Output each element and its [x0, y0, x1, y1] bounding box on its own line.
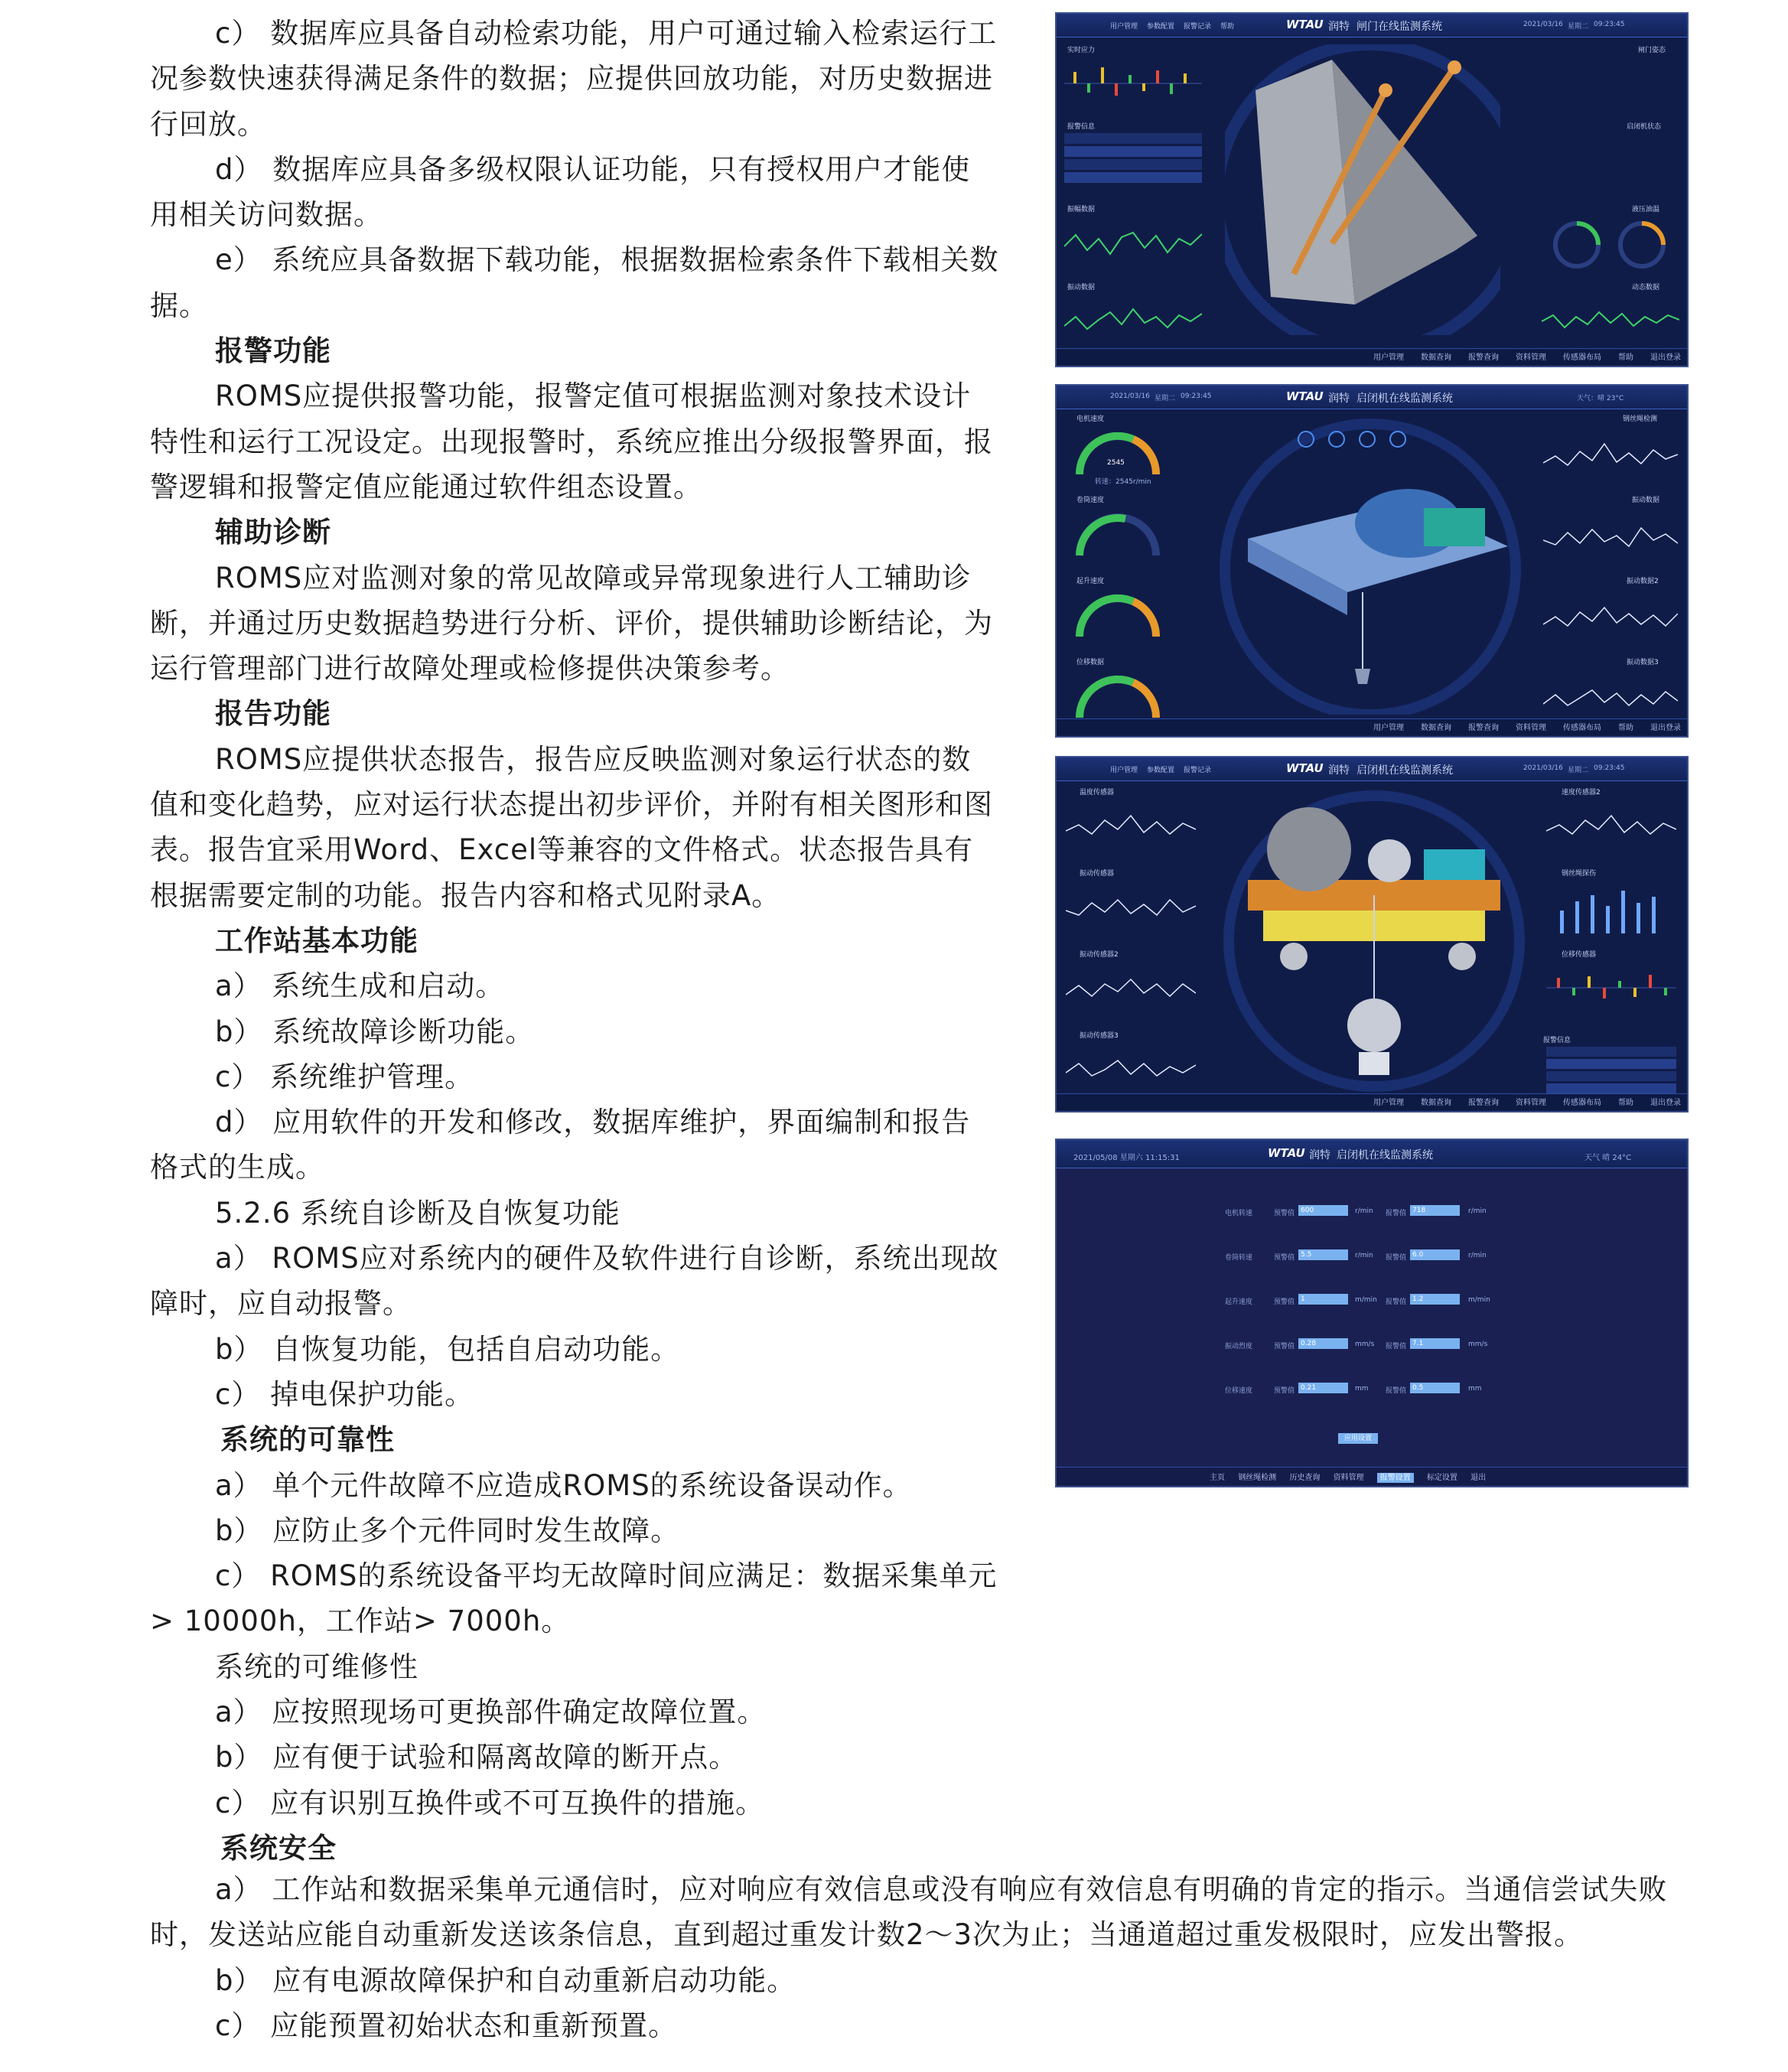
unit-label: mm/s: [1355, 1341, 1375, 1348]
paragraph: ROMS应提供状态报告，报告应反映监测对象运行状态的数值和变化趋势，应对运行状态提出初步评价，并附有相关图形和图表。报告宜采用Word、Excel等兼容的文件格式。状态报告具有根据需要定制的功能。报告内容和格式见附录A。: [150, 742, 993, 912]
speed-gauge: [1072, 507, 1164, 560]
nav-item[interactable]: 数据查询: [1421, 1099, 1451, 1107]
alarm-label: 报警值: [1386, 1343, 1407, 1350]
warn-value-input[interactable]: 0.21: [1298, 1383, 1348, 1393]
panel-label: 温度传感器: [1080, 789, 1115, 797]
screen-nav: [1356, 1096, 1681, 1107]
stress-bar-chart: [1064, 57, 1202, 110]
panel-label: 闸门姿态: [1638, 47, 1666, 54]
menu-item[interactable]: 报警记录: [1184, 767, 1212, 774]
unit-label: r/min: [1468, 1252, 1487, 1259]
speed-gauge: [1072, 425, 1164, 479]
menu-item[interactable]: 报警记录: [1184, 23, 1212, 31]
unit-label: r/min: [1355, 1207, 1373, 1215]
screen-time: 09:23:45: [1594, 21, 1625, 28]
alarm-value-input[interactable]: 0.5: [1410, 1383, 1460, 1393]
screen-datetime: 2021/05/08 星期六 11:15:31: [1073, 1154, 1180, 1162]
row-name: 振动烈度: [1225, 1343, 1253, 1350]
warn-label: 预警值: [1274, 1343, 1295, 1350]
nav-item[interactable]: 资料管理: [1516, 1099, 1546, 1107]
displacement-bar-chart: [1546, 961, 1676, 1015]
screenshot-hoist-sensors: [1055, 756, 1689, 1113]
screen-nav: [1356, 350, 1681, 362]
vibration-line-chart: [1543, 672, 1678, 725]
alarm-list: [1546, 1047, 1676, 1099]
sensor-line-chart: [1546, 799, 1676, 852]
warn-label: 预警值: [1274, 1254, 1295, 1262]
warn-label: 预警值: [1274, 1298, 1295, 1306]
nav-item[interactable]: 帮助: [1618, 1099, 1633, 1107]
nav-item[interactable]: 用户管理: [1373, 353, 1404, 362]
panel-label: 速度传感器2: [1562, 789, 1601, 797]
vibration-line-chart: [1543, 591, 1678, 644]
speed-gauge: [1072, 588, 1164, 641]
oil-temperature-gauges: [1546, 214, 1676, 275]
screen-date: 2021/03/16: [1523, 21, 1563, 28]
nav-item[interactable]: 报警查询: [1468, 1099, 1499, 1107]
panel-label: 钢丝绳检测: [1623, 415, 1658, 423]
nav-item[interactable]: 历史查询: [1289, 1474, 1321, 1482]
list-item: b） 应有电源故障保护和自动重新启动功能。: [215, 1963, 796, 1997]
screen-title: 闸门在线监测系统: [1356, 21, 1442, 33]
panel-label: 钢丝绳探伤: [1562, 870, 1597, 878]
nav-item[interactable]: 传感器布局: [1563, 1099, 1601, 1107]
brand-name: 润特: [1328, 21, 1350, 33]
unit-label: r/min: [1355, 1252, 1373, 1259]
list-item: b） 应防止多个元件同时发生故障。: [215, 1513, 680, 1547]
screen-date: 2021/03/16: [1523, 764, 1563, 772]
sensor-line-chart: [1066, 961, 1196, 1015]
screen-nav: [1210, 1471, 1486, 1482]
weather-readout: 天气 晴 24°C: [1584, 1154, 1632, 1162]
threshold-row: [1225, 1290, 1546, 1334]
vibration-line-chart: [1064, 216, 1202, 269]
alarm-value-input[interactable]: 6.0: [1410, 1249, 1460, 1260]
nav-item[interactable]: 报警查询: [1468, 724, 1499, 732]
warn-value-input[interactable]: 1: [1298, 1294, 1348, 1305]
list-item: b） 系统故障诊断功能。: [215, 1015, 535, 1048]
threshold-row: [1225, 1201, 1546, 1246]
unit-label: mm: [1355, 1385, 1369, 1393]
list-item: d） 应用软件的开发和修改，数据库维护，界面编制和报告格式的生成。: [150, 1106, 971, 1184]
brand-logo: WTAU: [1286, 761, 1324, 775]
nav-item[interactable]: 数据查询: [1421, 724, 1451, 732]
alarm-value-input[interactable]: 718: [1410, 1205, 1460, 1216]
alarm-label: 报警值: [1386, 1387, 1407, 1395]
paragraph: c） 数据库应具备自动检索功能，用户可通过输入检索运行工况参数快速获得满足条件的数据；应提供回放功能，对历史数据进行回放。: [150, 17, 998, 141]
panel-label: 实时应力: [1067, 47, 1096, 54]
row-name: 起升速度: [1225, 1298, 1253, 1306]
panel-label: 电机速度: [1076, 415, 1105, 423]
paragraph: e） 系统应具备数据下载功能，根据数据检索条件下载相关数据。: [150, 243, 999, 322]
panel-label: 振动传感器3: [1080, 1032, 1119, 1040]
wire-rope-line-chart: [1543, 428, 1678, 482]
list-item: b） 自恢复功能，包括自启动功能。: [215, 1332, 680, 1366]
wire-rope-bar-chart: [1546, 880, 1676, 938]
paragraph: d） 数据库应具备多级权限认证功能，只有授权用户才能使用相关访问数据。: [150, 152, 971, 232]
panel-label: 启闭机状态: [1627, 123, 1662, 131]
weather-readout: 天气：晴 23°C: [1577, 395, 1624, 402]
warn-label: 预警值: [1274, 1210, 1295, 1217]
menu-item[interactable]: 用户管理: [1110, 767, 1138, 774]
brand-name: 润特: [1328, 764, 1350, 777]
screen-nav: [1356, 721, 1681, 732]
nav-item[interactable]: 主页: [1210, 1474, 1225, 1482]
brand-name: 润特: [1328, 393, 1350, 405]
paragraph: ROMS应对监测对象的常见故障或异常现象进行人工辅助诊断，并通过历史数据趋势进行分析、评价，提供辅助诊断结论，为运行管理部门进行故障处理或检修提供决策参考。: [150, 561, 993, 686]
section-heading: 报警功能: [215, 334, 331, 368]
gauge-value: 2545: [1107, 459, 1125, 467]
list-item: b） 应有便于试验和隔离故障的断开点。: [215, 1741, 738, 1774]
unit-label: mm: [1468, 1385, 1482, 1393]
section-heading: 系统的可维修性: [215, 1650, 419, 1683]
screen-time: 09:23:45: [1181, 393, 1212, 400]
screen-title: 启闭机在线监测系统: [1356, 764, 1453, 777]
panel-label: 位移传感器: [1562, 951, 1597, 959]
panel-label: 起升速度: [1076, 578, 1105, 585]
gate-model-illustration: [1225, 44, 1500, 335]
section-heading: 系统安全: [220, 1831, 337, 1865]
panel-label: 振动数据2: [1627, 578, 1659, 585]
screen-date: 2021/03/16: [1110, 393, 1150, 400]
alarm-value-input[interactable]: 7.1: [1410, 1338, 1460, 1349]
screenshot-hoist-monitoring: [1055, 384, 1689, 738]
threshold-row: [1225, 1379, 1546, 1423]
panel-label: 振动传感器: [1080, 870, 1115, 878]
nav-item[interactable]: 资料管理: [1333, 1474, 1364, 1482]
list-item: c） 应有识别互换件或不可互换件的措施。: [215, 1786, 765, 1820]
alarm-label: 报警值: [1386, 1210, 1407, 1217]
alarm-label: 报警值: [1386, 1254, 1407, 1262]
nav-item[interactable]: 退出登录: [1650, 1099, 1681, 1107]
warn-value-input[interactable]: 0.28: [1298, 1338, 1348, 1349]
panel-label: 卷筒速度: [1076, 497, 1105, 504]
section-heading: 辅助诊断: [215, 516, 331, 549]
nav-item[interactable]: 用户管理: [1373, 724, 1404, 732]
nav-item[interactable]: 退出: [1470, 1474, 1487, 1482]
nav-item[interactable]: 帮助: [1618, 724, 1633, 732]
menu-item[interactable]: 用户管理: [1110, 23, 1138, 31]
panel-label: 振动传感器2: [1080, 951, 1119, 959]
speed-readout: 转速：2545r/min: [1095, 478, 1151, 486]
panel-label: 动态数据: [1632, 284, 1660, 292]
list-item: a） 单个元件故障不应造成ROMS的系统设备误动作。: [215, 1468, 912, 1502]
hoist-machine-illustration: [1217, 416, 1523, 715]
list-item: c） 掉电保护功能。: [215, 1377, 474, 1411]
row-name: 卷筒转速: [1225, 1254, 1253, 1262]
list-item: c） 系统维护管理。: [215, 1060, 474, 1093]
speed-gauge: [1072, 669, 1164, 722]
panel-label: 振动数据3: [1627, 659, 1659, 666]
nav-item[interactable]: 传感器布局: [1563, 724, 1601, 732]
sensor-line-chart: [1066, 799, 1196, 852]
brand-logo: WTAU: [1268, 1146, 1305, 1160]
alarm-label: 报警值: [1386, 1298, 1407, 1306]
apply-settings-button[interactable]: 应用设置: [1338, 1433, 1378, 1444]
unit-label: r/min: [1468, 1207, 1487, 1215]
alarm-list: [1064, 133, 1202, 187]
screen-title: 启闭机在线监测系统: [1337, 1149, 1433, 1161]
section-heading: 系统的可靠性: [220, 1423, 395, 1457]
screen-weekday: 星期二: [1568, 767, 1589, 774]
warn-value-input[interactable]: 600: [1298, 1205, 1348, 1216]
nav-item[interactable]: 钢丝绳检测: [1238, 1474, 1277, 1482]
panel-label: 振幅数据: [1067, 206, 1096, 213]
list-item: a） ROMS应对系统内的硬件及软件进行自诊断，系统出现故障时，应自动报警。: [150, 1242, 999, 1321]
nav-item[interactable]: 帮助: [1618, 353, 1633, 362]
panel-label: 振动数据: [1067, 284, 1096, 292]
list-item: c） ROMS的系统设备平均无故障时间应满足：数据采集单元> 10000h，工作站> 7000h。: [150, 1559, 998, 1638]
list-item: c） 应能预置初始状态和重新预置。: [215, 2008, 678, 2042]
screen-time: 09:23:45: [1594, 764, 1625, 772]
vibration-line-chart: [1064, 294, 1202, 347]
document-body-full-width: [150, 1867, 1688, 2048]
warn-label: 预警值: [1274, 1387, 1295, 1395]
alarm-value-input[interactable]: 1.2: [1410, 1294, 1460, 1305]
section-heading: 工作站基本功能: [215, 924, 419, 957]
nav-item[interactable]: 报警查询: [1468, 353, 1499, 362]
unit-label: m/min: [1468, 1296, 1490, 1304]
panel-label: 振动数据: [1632, 497, 1660, 504]
brand-logo: WTAU: [1286, 18, 1324, 31]
vibration-line-chart: [1543, 510, 1678, 563]
nav-item[interactable]: 资料管理: [1516, 353, 1546, 362]
sensor-line-chart: [1066, 880, 1196, 933]
row-name: 电机转速: [1225, 1210, 1253, 1217]
screen-weekday: 星期二: [1155, 395, 1176, 402]
unit-label: m/min: [1355, 1296, 1377, 1304]
sensor-line-chart: [1066, 1042, 1196, 1096]
nav-item[interactable]: 数据查询: [1421, 353, 1451, 362]
nav-item[interactable]: 退出登录: [1650, 353, 1681, 362]
screen-title: 启闭机在线监测系统: [1356, 393, 1453, 405]
menu-item[interactable]: 参数配置: [1147, 23, 1175, 31]
section-number-heading: 5.2.6 系统自诊断及自恢复功能: [215, 1196, 620, 1230]
menu-item[interactable]: 参数配置: [1147, 767, 1175, 774]
nav-item-active[interactable]: 报警设置: [1377, 1473, 1414, 1483]
nav-item[interactable]: 标定设置: [1426, 1474, 1457, 1482]
nav-item[interactable]: 传感器布局: [1563, 353, 1601, 362]
brand-name: 润特: [1309, 1149, 1330, 1161]
screenshot-alarm-settings: [1055, 1139, 1689, 1487]
screen-weekday: 星期二: [1568, 23, 1589, 31]
threshold-row: [1225, 1334, 1546, 1379]
brand-logo: WTAU: [1286, 389, 1324, 403]
hoist-front-illustration: [1217, 788, 1531, 1094]
unit-label: mm/s: [1468, 1341, 1488, 1348]
panel-label: 液压油温: [1632, 206, 1660, 213]
nav-item[interactable]: 资料管理: [1516, 724, 1546, 732]
panel-label: 报警信息: [1067, 123, 1096, 131]
row-name: 位移速度: [1225, 1387, 1253, 1395]
alarm-threshold-form: [1225, 1201, 1546, 1423]
menu-item[interactable]: 帮助: [1220, 23, 1235, 31]
screenshot-gate-monitoring: [1055, 12, 1689, 367]
paragraph: ROMS应提供报警功能，报警定值可根据监测对象技术设计特性和运行工况设定。出现报警时，系统应推出分级报警界面，报警逻辑和报警定值应能通过软件组态设置。: [150, 380, 993, 503]
list-item: a） 系统生成和启动。: [215, 969, 505, 1003]
list-item: a） 工作站和数据采集单元通信时，应对响应有效信息或没有响应有效信息有明确的肯定的指示。当通信尝试失败时，发送站应能自动重新发送该条信息，直到超过重发计数2～3次为止；当通道超过重发极限时，应发出警报。: [150, 1873, 1668, 1952]
threshold-row: [1225, 1246, 1546, 1290]
list-item: a） 应按照现场可更换部件确定故障位置。: [215, 1695, 767, 1728]
section-heading: 报告功能: [215, 697, 331, 731]
dynamic-line-chart: [1542, 294, 1679, 347]
panel-label: 位移数据: [1076, 659, 1105, 666]
panel-label: 报警信息: [1543, 1037, 1571, 1044]
document-body: [150, 11, 999, 1871]
nav-item[interactable]: 用户管理: [1373, 1099, 1404, 1107]
warn-value-input[interactable]: 5.5: [1298, 1249, 1348, 1260]
nav-item[interactable]: 退出登录: [1650, 724, 1681, 732]
